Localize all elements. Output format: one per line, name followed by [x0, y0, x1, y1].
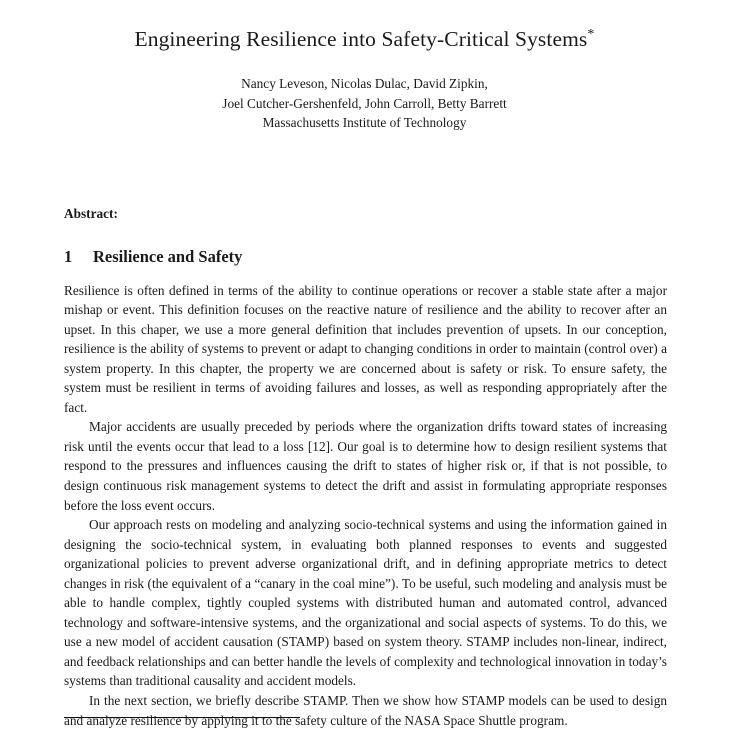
- section-title: Resilience and Safety: [93, 247, 242, 267]
- paragraph-3: Our approach rests on modeling and analyzing socio-technical systems and using the information gained in designing the socio-technical system, in evaluating both planned responses to events and suggested organizational policies to prevent adverse organizational drift, and in defining appropriate metrics to detect changes in risk (the equivalent of a “canary in the coal mine”). To be useful, such modeling and analysis must be able to handle complex, tightly coupled systems with distributed human and automated control, advanced technology and software-intensive systems, and the organizational and social aspects of systems. To do this, we use a new model of accident causation (STAMP) based on system theory. STAMP includes non-linear, indirect, and feedback relationships and can better handle the levels of complexity and technological innovation in today’s systems than traditional causality and accident models.: [64, 515, 667, 691]
- paragraph-2: Major accidents are usually preceded by periods where the organization drifts toward states of increasing risk until the events occur that lead to a loss [12]. Our goal is to determine how to design resilient systems that respond to the pressures and influences causing the drift to states of higher risk or, if that is not possible, to design continuous risk management systems to detect the drift and assist in formulating appropriate responses before the loss event occurs.: [64, 417, 667, 515]
- author-affiliation: Massachusetts Institute of Technology: [64, 113, 665, 133]
- author-line-1: Nancy Leveson, Nicolas Dulac, David Zipkin,: [64, 74, 665, 94]
- paragraph-4: In the next section, we briefly describe STAMP. Then we show how STAMP models can be used to design and analyze resilience by applying it to the safety culture of the NASA Space Shuttle program.: [64, 691, 667, 730]
- paper-title-text: Engineering Resilience into Safety-Critical Systems: [134, 27, 587, 51]
- author-line-2: Joel Cutcher-Gershenfeld, John Carroll, Betty Barrett: [64, 94, 665, 114]
- section-heading: [0, 222, 729, 267]
- page-title: [0, 0, 729, 52]
- title-footnote-marker: *: [587, 27, 594, 42]
- author-block: [0, 52, 729, 133]
- paragraph-1: Resilience is often defined in terms of the ability to continue operations or recover a stable state after a major mishap or event. This definition focuses on the reactive nature of resilience and the ability to recover after an upset. In this chaper, we use a more general definition that includes prevention of upsets. In our conception, resilience is the ability of systems to prevent or adapt to changing conditions in order to maintain (control over) a system property. In this chapter, the property we are concerned about is safety or risk. To ensure safety, the system must be resilient in terms of avoiding failures and losses, as well as responding appropriately after the fact.: [64, 281, 667, 418]
- body-text: [0, 267, 729, 730]
- abstract-label: Abstract:: [0, 133, 729, 222]
- footnote-separator-rule: [64, 717, 300, 718]
- section-number: 1: [64, 247, 93, 267]
